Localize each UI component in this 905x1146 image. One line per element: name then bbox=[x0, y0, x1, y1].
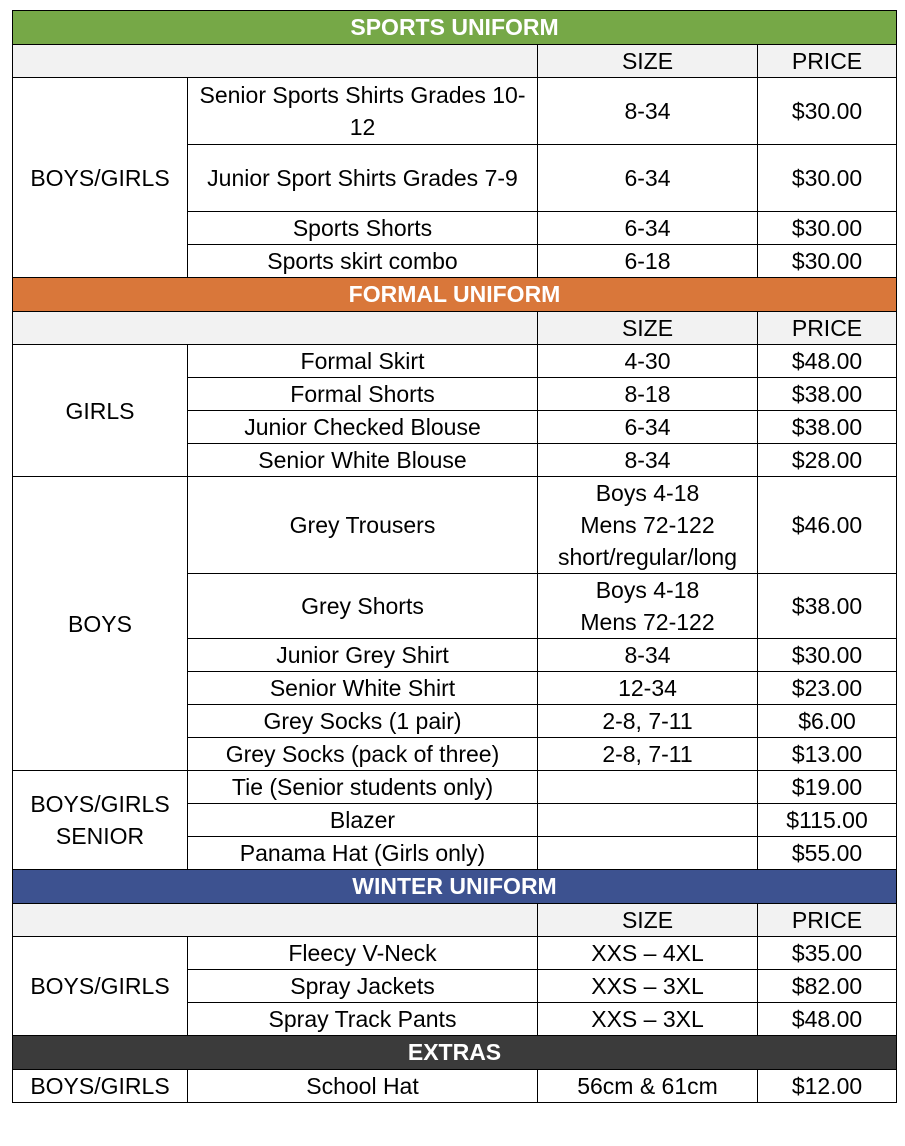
item-size: 2-8, 7-11 bbox=[538, 738, 758, 771]
item-size: 4-30 bbox=[538, 345, 758, 378]
group-label: GIRLS bbox=[13, 345, 188, 477]
column-header-row bbox=[13, 45, 897, 78]
price-header: PRICE bbox=[758, 45, 897, 78]
item-size: 2-8, 7-11 bbox=[538, 705, 758, 738]
item-size bbox=[538, 804, 758, 837]
item-name: Grey Socks (1 pair) bbox=[188, 705, 538, 738]
section-header-extras bbox=[13, 1036, 897, 1070]
size-line: short/regular/long bbox=[558, 544, 737, 570]
table-row bbox=[13, 771, 897, 804]
item-name: Junior Sport Shirts Grades 7-9 bbox=[188, 145, 538, 212]
group-label: BOYS/GIRLS bbox=[13, 1070, 188, 1103]
item-price: $38.00 bbox=[758, 411, 897, 444]
group-label: BOYS/GIRLS bbox=[13, 937, 188, 1036]
item-size: XXS – 3XL bbox=[538, 970, 758, 1003]
item-price: $48.00 bbox=[758, 345, 897, 378]
item-price: $48.00 bbox=[758, 1003, 897, 1036]
section-title: SPORTS UNIFORM bbox=[13, 11, 897, 45]
item-size: 8-34 bbox=[538, 444, 758, 477]
item-price: $12.00 bbox=[758, 1070, 897, 1103]
item-price: $30.00 bbox=[758, 78, 897, 145]
item-price: $35.00 bbox=[758, 937, 897, 970]
item-price: $19.00 bbox=[758, 771, 897, 804]
item-name: Senior White Shirt bbox=[188, 672, 538, 705]
price-header: PRICE bbox=[758, 312, 897, 345]
size-header: SIZE bbox=[538, 904, 758, 937]
size-header: SIZE bbox=[538, 312, 758, 345]
section-header-winter bbox=[13, 870, 897, 904]
item-price: $38.00 bbox=[758, 378, 897, 411]
group-label: BOYS/GIRLS bbox=[13, 78, 188, 278]
item-size: 8-18 bbox=[538, 378, 758, 411]
size-line: Mens 72-122 bbox=[580, 609, 715, 635]
item-price: $30.00 bbox=[758, 212, 897, 245]
item-price: $46.00 bbox=[758, 477, 897, 574]
table-row bbox=[13, 1070, 897, 1103]
item-price: $30.00 bbox=[758, 245, 897, 278]
table-row bbox=[13, 345, 897, 378]
item-price: $82.00 bbox=[758, 970, 897, 1003]
item-name: Sports Shorts bbox=[188, 212, 538, 245]
item-size: 12-34 bbox=[538, 672, 758, 705]
size-line: Mens 72-122 bbox=[580, 512, 715, 538]
size-line: Boys 4-18 bbox=[595, 480, 700, 506]
item-name: Spray Jackets bbox=[188, 970, 538, 1003]
uniform-price-table bbox=[12, 10, 897, 1103]
item-price: $55.00 bbox=[758, 837, 897, 870]
item-price: $30.00 bbox=[758, 639, 897, 672]
item-size bbox=[538, 771, 758, 804]
table-row bbox=[13, 937, 897, 970]
item-name: Fleecy V-Neck bbox=[188, 937, 538, 970]
section-title: WINTER UNIFORM bbox=[13, 870, 897, 904]
item-price: $23.00 bbox=[758, 672, 897, 705]
section-header-formal bbox=[13, 278, 897, 312]
item-size: XXS – 3XL bbox=[538, 1003, 758, 1036]
item-price: $115.00 bbox=[758, 804, 897, 837]
item-price: $28.00 bbox=[758, 444, 897, 477]
item-size: 56cm & 61cm bbox=[538, 1070, 758, 1103]
item-size: 6-34 bbox=[538, 212, 758, 245]
group-line: BOYS/GIRLS bbox=[30, 791, 170, 817]
item-name: Panama Hat (Girls only) bbox=[188, 837, 538, 870]
item-name: Formal Skirt bbox=[188, 345, 538, 378]
size-line: Boys 4-18 bbox=[595, 577, 700, 603]
item-size: 6-34 bbox=[538, 145, 758, 212]
group-line: SENIOR bbox=[55, 823, 145, 849]
item-size: 6-34 bbox=[538, 411, 758, 444]
item-name: School Hat bbox=[188, 1070, 538, 1103]
item-name: Formal Shorts bbox=[188, 378, 538, 411]
item-size: 6-18 bbox=[538, 245, 758, 278]
column-header-row bbox=[13, 904, 897, 937]
section-header-sports bbox=[13, 11, 897, 45]
group-label: BOYS bbox=[13, 477, 188, 771]
size-header: SIZE bbox=[538, 45, 758, 78]
section-title: EXTRAS bbox=[13, 1036, 897, 1070]
item-size: 8-34 bbox=[538, 639, 758, 672]
item-size: 8-34 bbox=[538, 78, 758, 145]
item-name: Grey Socks (pack of three) bbox=[188, 738, 538, 771]
table-row bbox=[13, 78, 897, 145]
item-name: Blazer bbox=[188, 804, 538, 837]
item-name: Tie (Senior students only) bbox=[188, 771, 538, 804]
item-name: Sports skirt combo bbox=[188, 245, 538, 278]
item-size bbox=[538, 574, 758, 639]
item-name: Senior White Blouse bbox=[188, 444, 538, 477]
item-price: $13.00 bbox=[758, 738, 897, 771]
item-name: Grey Trousers bbox=[188, 477, 538, 574]
item-price: $38.00 bbox=[758, 574, 897, 639]
item-name: Junior Checked Blouse bbox=[188, 411, 538, 444]
item-name: Senior Sports Shirts Grades 10-12 bbox=[188, 78, 538, 145]
item-name: Junior Grey Shirt bbox=[188, 639, 538, 672]
item-name: Grey Shorts bbox=[188, 574, 538, 639]
item-price: $6.00 bbox=[758, 705, 897, 738]
item-size bbox=[538, 477, 758, 574]
group-label bbox=[13, 771, 188, 870]
table-row bbox=[13, 477, 897, 574]
item-size bbox=[538, 837, 758, 870]
section-title: FORMAL UNIFORM bbox=[13, 278, 897, 312]
item-name: Spray Track Pants bbox=[188, 1003, 538, 1036]
column-header-row bbox=[13, 312, 897, 345]
item-price: $30.00 bbox=[758, 145, 897, 212]
price-header: PRICE bbox=[758, 904, 897, 937]
item-size: XXS – 4XL bbox=[538, 937, 758, 970]
